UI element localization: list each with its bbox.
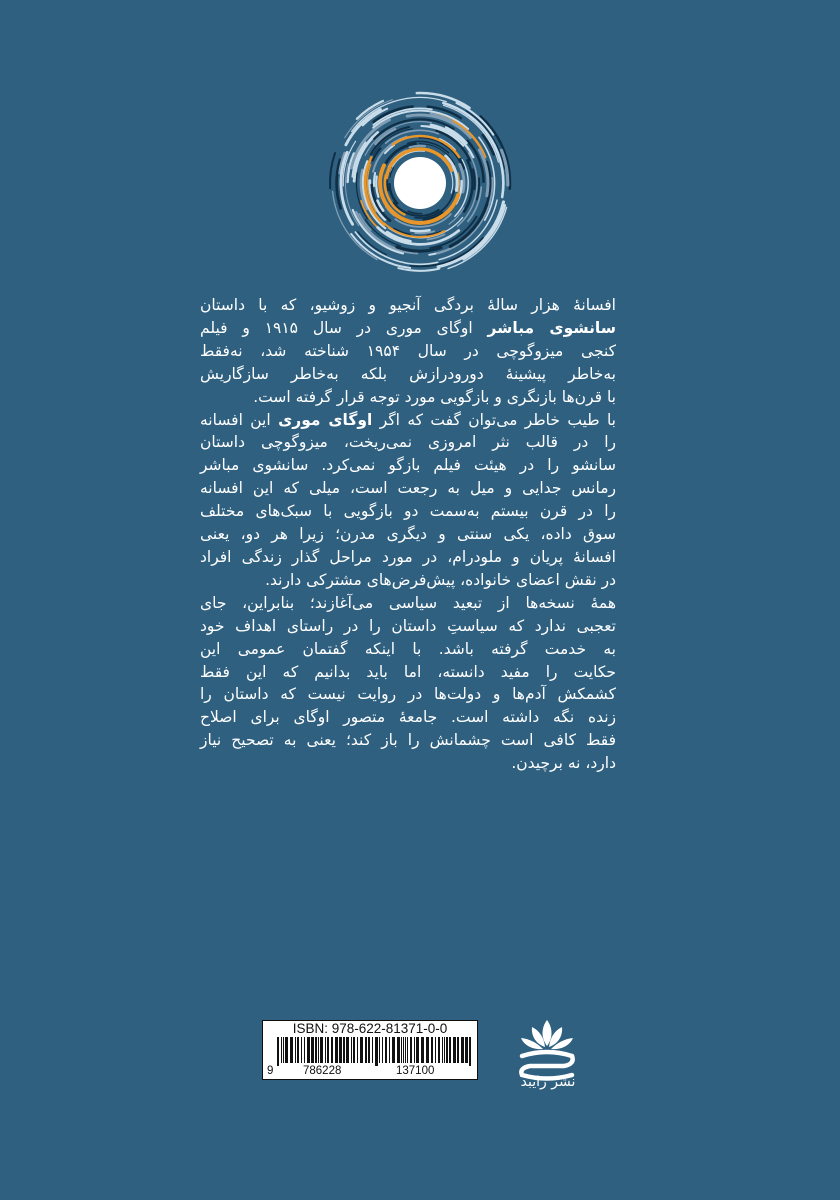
text-segment: این افسانه bbox=[200, 410, 279, 429]
text-line bbox=[200, 409, 616, 432]
text-segment: فقط کافی است چشمانش را باز کند؛ یعنی به تصحیح نیاز bbox=[200, 731, 616, 750]
text-line bbox=[200, 317, 616, 340]
text-segment: حکایت را مفید دانسته، اما باید بدانیم که این فقط bbox=[200, 662, 616, 681]
swirl-circle-icon bbox=[327, 90, 513, 276]
text-segment: کنجی میزوگوچی در سال ۱۹۵۴ شناخته شد، نه‌فقط bbox=[200, 341, 617, 360]
text-segment: تعجبی ندارد که سیاستِ داستان را در راستای اهداف خود bbox=[200, 616, 616, 635]
text-line bbox=[200, 386, 616, 409]
text-line bbox=[200, 546, 616, 569]
text-segment: با طیب خاطر می‌توان گفت که اگر bbox=[372, 410, 617, 429]
text-line bbox=[200, 683, 616, 706]
text-line bbox=[200, 729, 616, 752]
text-segment: افسانهٔ هزار سالهٔ بردگی آنجیو و زوشیو، که با داستان bbox=[200, 296, 616, 314]
text-line bbox=[200, 615, 616, 638]
text-segment: به خدمت گرفته باشد. با اینکه گفتمان عمومی این bbox=[200, 639, 616, 658]
text-line bbox=[200, 294, 616, 317]
isbn-label: ISBN: 978-622-81371-0-0 bbox=[292, 1021, 448, 1036]
synopsis-text bbox=[200, 294, 616, 775]
text-line bbox=[200, 638, 616, 661]
text-line bbox=[200, 340, 616, 363]
text-line bbox=[200, 592, 616, 615]
text-line bbox=[200, 363, 616, 386]
text-segment: سانشو را در هیئت فیلم بازگو نمی‌کرد. سانشوی مباشر bbox=[200, 456, 616, 475]
text-line bbox=[200, 706, 616, 729]
text-line bbox=[200, 752, 616, 775]
text-segment: اوگای موری در سال ۱۹۱۵ و فیلم bbox=[200, 318, 488, 337]
text-segment: به‌خاطر پیشینهٔ دورودرازش بلکه به‌خاطر سازگاریش bbox=[200, 364, 616, 383]
text-segment: را در قرن بیستم به‌سمت دو بازگویی با سبک‌های مختلف bbox=[200, 502, 616, 521]
text-line bbox=[200, 431, 616, 454]
text-segment: در نقش اعضای خانواده، پیش‌فرض‌های مشترکی دارند. bbox=[265, 570, 616, 589]
text-line bbox=[200, 454, 616, 477]
text-line bbox=[200, 500, 616, 523]
text-segment: رمانس جدایی و میل به رجعت است، میلی که این افسانه bbox=[200, 479, 616, 498]
paragraph bbox=[200, 409, 616, 592]
barcode-digits-right: 137100 bbox=[396, 1065, 435, 1077]
bold-text-segment: اوگای موری bbox=[278, 410, 373, 429]
barcode-digits-left: 786228 bbox=[303, 1065, 342, 1077]
text-segment: زنده نگه داشته است. جامعهٔ متصور اوگای برای اصلاح bbox=[200, 708, 616, 727]
text-segment: کشمکش آدم‌ها و دولت‌ها در روایت نیست که داستان را bbox=[200, 685, 616, 704]
publisher-name: نشر رایبد bbox=[520, 1074, 576, 1090]
text-segment: سوق داده، یکی سنتی و دیگری مدرن؛ زیرا هر دو، یعنی bbox=[200, 525, 616, 544]
text-line bbox=[200, 661, 616, 684]
text-line bbox=[200, 477, 616, 500]
text-segment: همهٔ نسخه‌ها از تبعید سیاسی می‌آغازند؛ بنابراین، جای bbox=[200, 593, 616, 612]
text-segment: با قرن‌ها بازنگری و بازگویی مورد توجه قرار گرفته است. bbox=[253, 387, 616, 406]
barcode-digit-first: 9 bbox=[267, 1065, 274, 1077]
paragraph bbox=[200, 592, 616, 775]
paragraph bbox=[200, 294, 616, 409]
text-line bbox=[200, 523, 616, 546]
text-line bbox=[200, 569, 616, 592]
bold-text-segment: سانشوی مباشر bbox=[487, 318, 616, 337]
text-segment: افسانهٔ پریان و ملودرام، در مورد مراحل گذار زندگی افراد bbox=[200, 547, 616, 566]
barcode-bars bbox=[277, 1037, 473, 1066]
text-segment: دارد، نه برچیدن. bbox=[511, 754, 616, 773]
isbn-barcode bbox=[262, 1020, 478, 1080]
text-segment: را در قالب نثر امروزی نمی‌ریخت، میزوگوچی داستان bbox=[200, 433, 616, 452]
